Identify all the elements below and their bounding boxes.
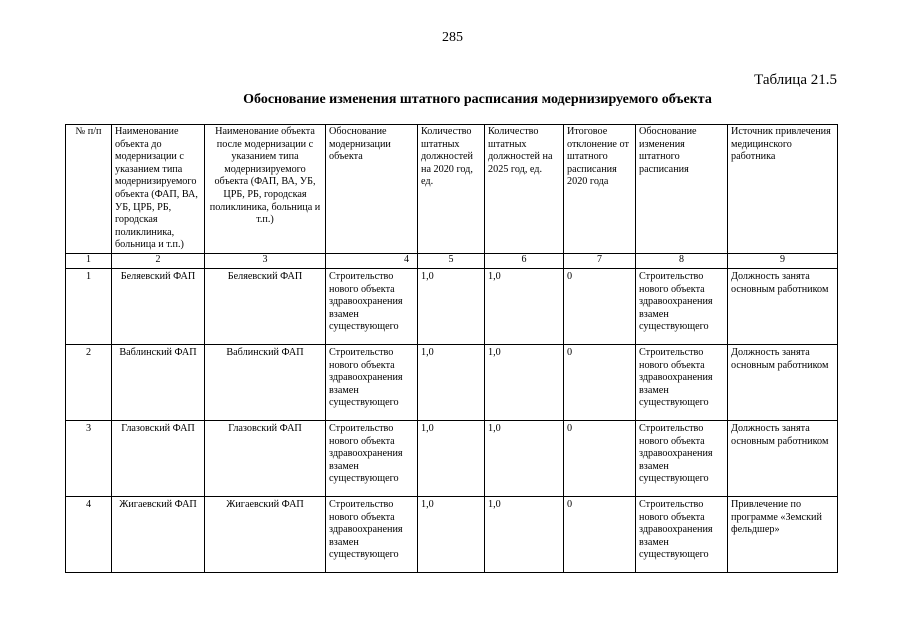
header-cell-before: Наименование объекта до модернизации с указанием типа модернизируемого объекта (ФАП, ВА, УБ, ЦРБ, РБ, городская поликлиника, больница и т.п.) (112, 125, 205, 254)
object-after: Ваблинский ФАП (205, 344, 326, 420)
staff-2025: 1,0 (485, 268, 564, 344)
staff-2020: 1,0 (418, 420, 485, 496)
header-cell-num: № п/п (66, 125, 112, 254)
staff-source: Привлечение по программе «Земский фельдшер» (728, 496, 838, 572)
modernization-reason: Строительство нового объекта здравоохранения взамен существующего (326, 268, 418, 344)
change-reason: Строительство нового объекта здравоохранения взамен существующего (636, 420, 728, 496)
column-number: 8 (636, 253, 728, 268)
header-cell-after: Наименование объекта после модернизации с указанием типа модернизируемого объекта (ФАП, ВА, УБ, ЦРБ, РБ, городская поликлиника, больница и т.п.) (205, 125, 326, 254)
table-row (66, 420, 838, 496)
table-row (66, 344, 838, 420)
staff-2020: 1,0 (418, 268, 485, 344)
staff-source: Должность занята основным работником (728, 268, 838, 344)
modernization-reason: Строительство нового объекта здравоохранения взамен существующего (326, 420, 418, 496)
object-after: Беляевский ФАП (205, 268, 326, 344)
column-number: 3 (205, 253, 326, 268)
row-number: 3 (66, 420, 112, 496)
header-cell-deviation: Итоговое отклонение от штатного расписания 2020 года (564, 125, 636, 254)
row-number: 2 (66, 344, 112, 420)
modernization-reason: Строительство нового объекта здравоохранения взамен существующего (326, 344, 418, 420)
change-reason: Строительство нового объекта здравоохранения взамен существующего (636, 496, 728, 572)
table-label: Таблица 21.5 (754, 72, 837, 88)
staffing-table (65, 124, 838, 573)
header-cell-staff-2020: Количество штатных должностей на 2020 год, ед. (418, 125, 485, 254)
staff-2020: 1,0 (418, 344, 485, 420)
header-cell-source: Источник привлечения медицинского работника (728, 125, 838, 254)
header-cell-staff-2025: Количество штатных должностей на 2025 год, ед. (485, 125, 564, 254)
column-number-row (66, 253, 838, 268)
column-number: 1 (66, 253, 112, 268)
document-title: Обоснование изменения штатного расписания модернизируемого объекта (243, 92, 712, 107)
column-number: 4 (326, 253, 418, 268)
staff-2025: 1,0 (485, 344, 564, 420)
column-number: 9 (728, 253, 838, 268)
column-number: 6 (485, 253, 564, 268)
object-before: Глазовский ФАП (112, 420, 205, 496)
deviation: 0 (564, 420, 636, 496)
row-number: 4 (66, 496, 112, 572)
page-number: 285 (442, 30, 463, 45)
column-number: 2 (112, 253, 205, 268)
deviation: 0 (564, 268, 636, 344)
deviation: 0 (564, 344, 636, 420)
row-number: 1 (66, 268, 112, 344)
staff-2020: 1,0 (418, 496, 485, 572)
deviation: 0 (564, 496, 636, 572)
table-row (66, 496, 838, 572)
change-reason: Строительство нового объекта здравоохранения взамен существующего (636, 344, 728, 420)
header-row (66, 125, 838, 254)
object-before: Ваблинский ФАП (112, 344, 205, 420)
staff-2025: 1,0 (485, 420, 564, 496)
staff-2025: 1,0 (485, 496, 564, 572)
staff-source: Должность занята основным работником (728, 344, 838, 420)
change-reason: Строительство нового объекта здравоохранения взамен существующего (636, 268, 728, 344)
table-row (66, 268, 838, 344)
header-cell-reason: Обоснование модернизации объекта (326, 125, 418, 254)
column-number: 7 (564, 253, 636, 268)
object-before: Беляевский ФАП (112, 268, 205, 344)
header-cell-change-reason: Обоснование изменения штатного расписания (636, 125, 728, 254)
object-after: Глазовский ФАП (205, 420, 326, 496)
column-number: 5 (418, 253, 485, 268)
staff-source: Должность занята основным работником (728, 420, 838, 496)
modernization-reason: Строительство нового объекта здравоохранения взамен существующего (326, 496, 418, 572)
object-after: Жигаевский ФАП (205, 496, 326, 572)
object-before: Жигаевский ФАП (112, 496, 205, 572)
